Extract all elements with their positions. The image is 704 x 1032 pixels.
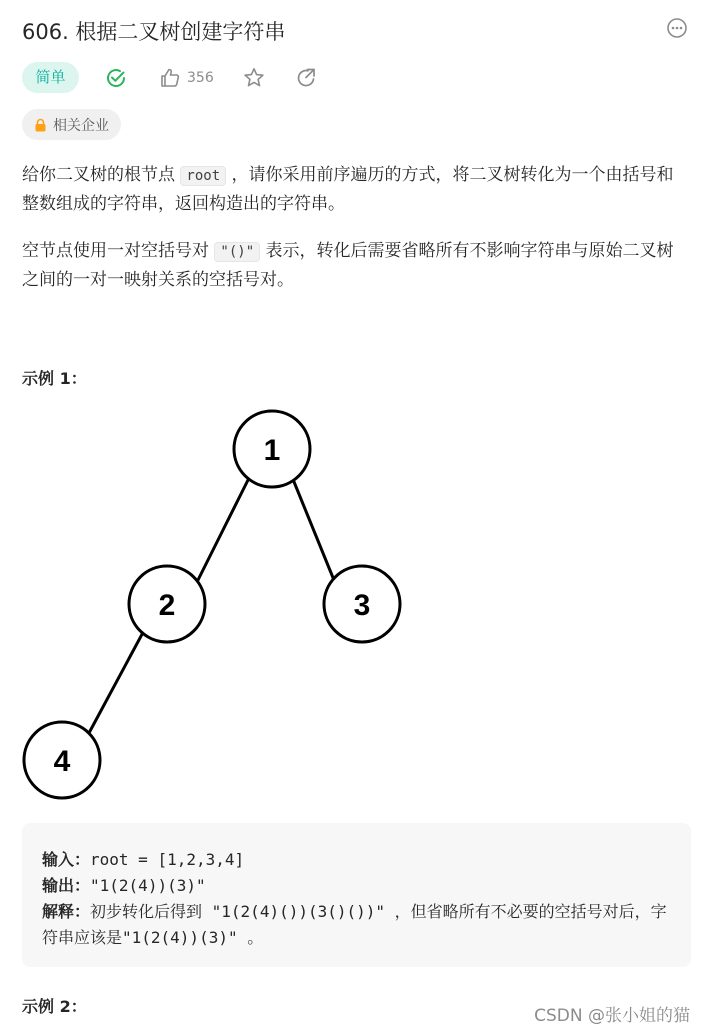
tree-node-1	[234, 411, 310, 487]
meta-row	[22, 62, 682, 94]
tree-edge-1-2	[193, 472, 252, 590]
output-value: "1(2(4))(3)"	[90, 876, 206, 895]
example-1-box	[22, 823, 691, 967]
solved-check-icon	[105, 67, 127, 89]
like-count: 356	[187, 70, 214, 86]
description-paragraph-2	[22, 237, 686, 294]
favorite-button[interactable]	[242, 66, 266, 90]
input-label: 输入：	[42, 850, 91, 869]
like-button[interactable]	[159, 64, 214, 92]
example-1-heading: 示例 1：	[22, 369, 87, 388]
share-button[interactable]	[294, 66, 318, 90]
inline-code-empty-parens: "()"	[214, 242, 260, 262]
svg-text:1: 1	[263, 434, 281, 467]
example-output-line	[42, 873, 671, 899]
example-2-heading: 示例 2：	[22, 997, 87, 1016]
description-text: ，请你采用前序遍历的方式，将二叉树转化为一个由括号和整数组成的字符串，返回构造出的字符串。	[22, 165, 674, 214]
binary-tree-diagram	[20, 405, 410, 805]
input-value: root = [1,2,3,4]	[90, 850, 245, 869]
description-text: 空节点使用一对空括号对	[22, 241, 215, 261]
related-companies-tag[interactable]	[22, 109, 121, 140]
description-paragraph-1	[22, 161, 686, 218]
thumbs-up-icon	[159, 67, 181, 89]
title-row	[22, 14, 690, 46]
star-icon	[242, 66, 266, 90]
explain-value: 初步转化后得到 "1(2(4)())(3()())" ，但省略所有不必要的空括号对后，字符串应该是"1(2(4))(3)" 。	[42, 902, 667, 947]
tree-node-4	[24, 722, 100, 798]
explain-label: 解释：	[42, 902, 91, 921]
tree-node-2	[129, 566, 205, 642]
svg-text:3: 3	[353, 589, 371, 622]
tree-node-3	[324, 566, 400, 642]
difficulty-badge[interactable]: 简单	[22, 62, 79, 93]
svg-text:4: 4	[53, 745, 71, 778]
output-label: 输出：	[42, 876, 91, 895]
more-options-button[interactable]	[666, 17, 688, 39]
svg-text:2: 2	[158, 589, 176, 622]
watermark: CSDN @张小姐的猫	[534, 1006, 690, 1026]
tree-edge-2-4	[82, 625, 147, 746]
example-input-line	[42, 847, 671, 873]
lock-icon	[34, 118, 47, 132]
example-explain-line	[42, 899, 671, 951]
inline-code-root: root	[180, 166, 226, 186]
related-companies-label: 相关企业	[53, 117, 109, 134]
problem-title: 606. 根据二叉树创建字符串	[22, 20, 286, 44]
more-icon	[666, 17, 688, 39]
tree-edge-1-3	[290, 472, 338, 590]
description-text: 表示，转化后需要省略所有不影响字符串与原始二叉树之间的一对一映射关系的空括号对。	[22, 241, 674, 290]
description-text: 给你二叉树的根节点	[22, 165, 181, 185]
share-icon	[294, 66, 318, 90]
